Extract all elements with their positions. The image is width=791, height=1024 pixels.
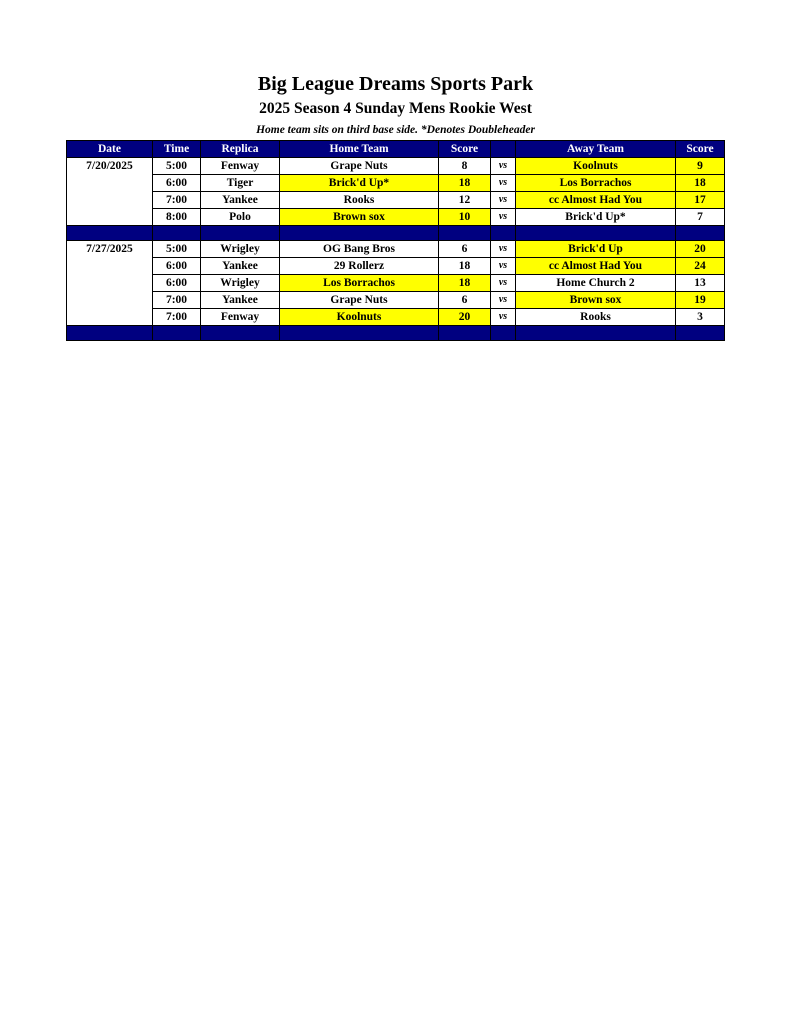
date-cell [67, 258, 153, 275]
separator-cell [280, 326, 439, 341]
time-cell: 7:00 [153, 192, 201, 209]
time-cell: 5:00 [153, 241, 201, 258]
table-row [67, 241, 725, 258]
column-header-home-score: Score [439, 141, 491, 158]
replica-cell: Fenway [201, 309, 280, 326]
replica-cell: Polo [201, 209, 280, 226]
home-team-cell: Grape Nuts [280, 158, 439, 175]
page-title: Big League Dreams Sports Park [257, 73, 534, 95]
date-cell [67, 292, 153, 309]
away-team-cell: Brown sox [516, 292, 676, 309]
column-header-away-score: Score [676, 141, 725, 158]
date-cell [67, 275, 153, 292]
time-cell: 6:00 [153, 175, 201, 192]
replica-cell: Yankee [201, 258, 280, 275]
date-cell: 7/20/2025 [67, 158, 153, 175]
column-header-time: Time [153, 141, 201, 158]
away-team-cell: Koolnuts [516, 158, 676, 175]
page-subtitle: 2025 Season 4 Sunday Mens Rookie West [259, 100, 532, 117]
date-cell [67, 209, 153, 226]
home-team-cell: Rooks [280, 192, 439, 209]
home-team-cell: Grape Nuts [280, 292, 439, 309]
home-team-cell: Brown sox [280, 209, 439, 226]
away-team-cell: cc Almost Had You [516, 192, 676, 209]
home-score-cell: 12 [439, 192, 491, 209]
away-team-cell: Los Borrachos [516, 175, 676, 192]
home-score-cell: 20 [439, 309, 491, 326]
replica-cell: Wrigley [201, 241, 280, 258]
separator-cell [67, 326, 153, 341]
away-team-cell: cc Almost Had You [516, 258, 676, 275]
time-cell: 7:00 [153, 292, 201, 309]
schedule-table [66, 140, 725, 341]
home-score-cell: 18 [439, 275, 491, 292]
separator-cell [153, 326, 201, 341]
away-score-cell: 7 [676, 209, 725, 226]
column-header-home-team: Home Team [280, 141, 439, 158]
vs-cell: vs [491, 309, 516, 326]
home-score-cell: 18 [439, 175, 491, 192]
time-cell: 6:00 [153, 258, 201, 275]
table-row [67, 275, 725, 292]
away-score-cell: 13 [676, 275, 725, 292]
separator-cell [280, 226, 439, 241]
replica-cell: Wrigley [201, 275, 280, 292]
time-cell: 8:00 [153, 209, 201, 226]
separator-cell [676, 326, 725, 341]
group-separator-row [67, 326, 725, 341]
vs-cell: vs [491, 241, 516, 258]
home-team-cell: OG Bang Bros [280, 241, 439, 258]
replica-cell: Tiger [201, 175, 280, 192]
column-header-date: Date [67, 141, 153, 158]
schedule-body [67, 158, 725, 341]
away-team-cell: Rooks [516, 309, 676, 326]
separator-cell [201, 226, 280, 241]
separator-cell [153, 226, 201, 241]
vs-cell: vs [491, 292, 516, 309]
away-score-cell: 9 [676, 158, 725, 175]
away-score-cell: 18 [676, 175, 725, 192]
replica-cell: Yankee [201, 292, 280, 309]
column-header-replica: Replica [201, 141, 280, 158]
away-score-cell: 24 [676, 258, 725, 275]
table-row [67, 292, 725, 309]
schedule-note: Home team sits on third base side. *Denotes Doubleheader [256, 124, 535, 136]
table-row [67, 158, 725, 175]
home-score-cell: 6 [439, 292, 491, 309]
table-row [67, 192, 725, 209]
separator-cell [67, 226, 153, 241]
table-row [67, 209, 725, 226]
away-score-cell: 17 [676, 192, 725, 209]
home-team-cell: Brick'd Up* [280, 175, 439, 192]
away-score-cell: 20 [676, 241, 725, 258]
home-score-cell: 8 [439, 158, 491, 175]
home-team-cell: Koolnuts [280, 309, 439, 326]
home-score-cell: 10 [439, 209, 491, 226]
time-cell: 6:00 [153, 275, 201, 292]
date-cell: 7/27/2025 [67, 241, 153, 258]
separator-cell [491, 326, 516, 341]
group-separator-row [67, 226, 725, 241]
vs-cell: vs [491, 175, 516, 192]
away-score-cell: 19 [676, 292, 725, 309]
home-team-cell: Los Borrachos [280, 275, 439, 292]
vs-cell: vs [491, 158, 516, 175]
table-row [67, 175, 725, 192]
replica-cell: Fenway [201, 158, 280, 175]
date-cell [67, 309, 153, 326]
vs-cell: vs [491, 192, 516, 209]
date-cell [67, 175, 153, 192]
column-header-vs [491, 141, 516, 158]
separator-cell [516, 226, 676, 241]
home-score-cell: 6 [439, 241, 491, 258]
away-team-cell: Brick'd Up [516, 241, 676, 258]
separator-cell [439, 226, 491, 241]
vs-cell: vs [491, 209, 516, 226]
away-team-cell: Brick'd Up* [516, 209, 676, 226]
separator-cell [516, 326, 676, 341]
table-row [67, 258, 725, 275]
table-row [67, 309, 725, 326]
vs-cell: vs [491, 275, 516, 292]
replica-cell: Yankee [201, 192, 280, 209]
time-cell: 7:00 [153, 309, 201, 326]
away-team-cell: Home Church 2 [516, 275, 676, 292]
column-header-away-team: Away Team [516, 141, 676, 158]
home-score-cell: 18 [439, 258, 491, 275]
separator-cell [676, 226, 725, 241]
vs-cell: vs [491, 258, 516, 275]
separator-cell [491, 226, 516, 241]
separator-cell [201, 326, 280, 341]
date-cell [67, 192, 153, 209]
home-team-cell: 29 Rollerz [280, 258, 439, 275]
time-cell: 5:00 [153, 158, 201, 175]
separator-cell [439, 326, 491, 341]
table-header-row [67, 141, 725, 158]
away-score-cell: 3 [676, 309, 725, 326]
